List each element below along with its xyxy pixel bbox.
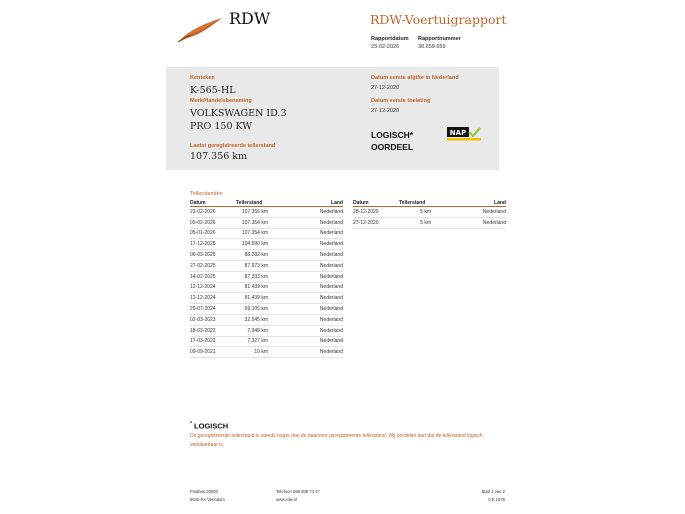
row-country: Nederland [268,260,343,271]
row-date: 12-12-2024 [190,282,236,293]
table-header [353,199,506,207]
brand-name: RDW [229,9,271,28]
row-country: Nederland [268,336,343,347]
row-country: Nederland [268,293,343,304]
row-country: Nederland [268,314,343,325]
footer-postbus: Postbus 30000 [190,489,218,494]
check-icon [469,128,480,136]
row-date: 17-03-2022 [190,336,236,347]
table-row [190,239,343,250]
row-reading: 7.348 km [236,325,268,336]
row-country: Nederland [268,325,343,336]
report-title: RDW-Voertuigrapport [370,12,507,27]
odometer-table-right [353,199,506,229]
row-date: 09-02-2026 [190,217,236,228]
row-date: 14-02-2025 [190,271,236,282]
row-reading: 81.439 km [236,293,268,304]
row-reading: 69.105 km [236,304,268,315]
kenteken-label: Kenteken [190,75,215,81]
note-text: De geregistreerde tellerstand is steeds hoger dan de daarvoor geregistreerde tellerstand. Wij oordelen dan dat de tellerstand logisch verklaarbaar is. [190,433,483,448]
table-row [190,314,343,325]
row-country: Nederland [268,282,343,293]
col-datum: Datum [190,199,236,207]
odometer-rows-left [190,207,343,358]
odometer-table-left [190,199,343,358]
merk-label: Merk/Handelsbenaming [190,98,252,104]
teller-value: 107.356 km [190,151,248,162]
rapportdatum-label: Rapportdatum [371,36,409,42]
table-row [190,282,343,293]
row-country: Nederland [268,239,343,250]
col-land: Land [268,199,343,207]
note-title-text: LOGISCH [194,421,229,431]
row-reading: 88.282 km [236,250,268,261]
col-tellerstand: Tellerstand [236,199,268,207]
footer-contact [276,488,320,503]
row-date: 17-12-2025 [190,239,236,250]
row-reading: 7.327 km [236,336,268,347]
nap-text: NAP [449,129,467,137]
table-row [190,304,343,315]
table-row [190,293,343,304]
row-country: Nederland [431,217,506,228]
row-date: 28-12-2020 [353,207,399,218]
footer-telefoon: Telefoon 088 008 74 47 [276,489,320,494]
table-row [353,217,506,228]
table-row [190,325,343,336]
row-date: 12-12-2024 [190,293,236,304]
table-row [190,217,343,228]
row-country: Nederland [431,207,506,218]
row-country: Nederland [268,304,343,315]
row-date: 05-01-2026 [190,228,236,239]
row-date: 02-03-2023 [190,314,236,325]
row-reading: 5 km [399,207,431,218]
tellerstanden-title: Tellerstanden [190,191,223,197]
row-reading: 107.354 km [236,217,268,228]
kenteken-value: K-565-HL [190,85,236,96]
table-row [190,336,343,347]
footer-website[interactable]: www.rdw.nl [276,496,297,502]
table-row [190,347,343,358]
row-reading: 104.690 km [236,239,268,250]
afgifte-value: 27-12-2020 [371,85,400,91]
row-date: 29-07-2024 [190,304,236,315]
table-row [190,271,343,282]
row-date: 18-03-2022 [190,325,236,336]
row-reading: 107.356 km [236,207,268,218]
footer-page [460,488,505,503]
row-reading: 32.545 km [236,314,268,325]
row-date: 27-02-2025 [190,260,236,271]
row-country: Nederland [268,250,343,261]
row-country: Nederland [268,207,343,218]
row-reading: 107.354 km [236,228,268,239]
teller-label: Laatst geregistreerde tellerstand [190,143,276,149]
footer-city: 9640 RA Veendam [190,496,225,502]
table-header [190,199,343,207]
row-reading: 81.439 km [236,282,268,293]
afgifte-label: Datum eerste afgifte in Nederland [371,75,459,81]
table-row [190,207,343,218]
row-date: 09-09-2021 [190,347,236,358]
nap-logo [447,127,481,146]
toelating-label: Datum eerste toelating [371,98,431,104]
rapportnummer-label: Rapportnummer [418,36,461,42]
toelating-value: 27-12-2020 [371,108,400,114]
table-row [190,260,343,271]
row-reading: 10 km [236,347,268,358]
feather-icon [176,16,224,44]
footer-address [190,488,225,503]
rapportdatum-value: 23-02-2026 [371,44,400,50]
col-tellerstand: Tellerstand [399,199,431,207]
row-country: Nederland [268,217,343,228]
rapportnummer-value: 30.659.659 [418,44,446,50]
oordeel-line1: LOGISCH* [371,130,414,140]
footer-code: 0 E 1679 [488,496,505,502]
row-country: Nederland [268,228,343,239]
row-reading: 87.973 km [236,260,268,271]
oordeel-badge [371,129,413,153]
row-date: 06-03-2025 [190,250,236,261]
rdw-logo [176,16,224,44]
merk-line2: PRO 150 KW [190,121,253,132]
odometer-rows-right [353,207,506,229]
row-reading: 5 km [399,217,431,228]
table-row [190,228,343,239]
note-title [190,421,228,431]
row-country: Nederland [268,271,343,282]
row-reading: 87.333 km [236,271,268,282]
col-datum: Datum [353,199,399,207]
table-row [190,250,343,261]
row-country: Nederland [268,347,343,358]
merk-line1: VOLKSWAGEN ID.3 [190,108,287,119]
oordeel-line2: OORDEEL [371,142,414,152]
col-land: Land [431,199,506,207]
note-asterisk: * [190,421,192,427]
row-date: 23-02-2026 [190,207,236,218]
table-row [353,207,506,218]
footer-page-number: Blad 1 van 2 [481,489,505,494]
row-date: 27-12-2020 [353,217,399,228]
